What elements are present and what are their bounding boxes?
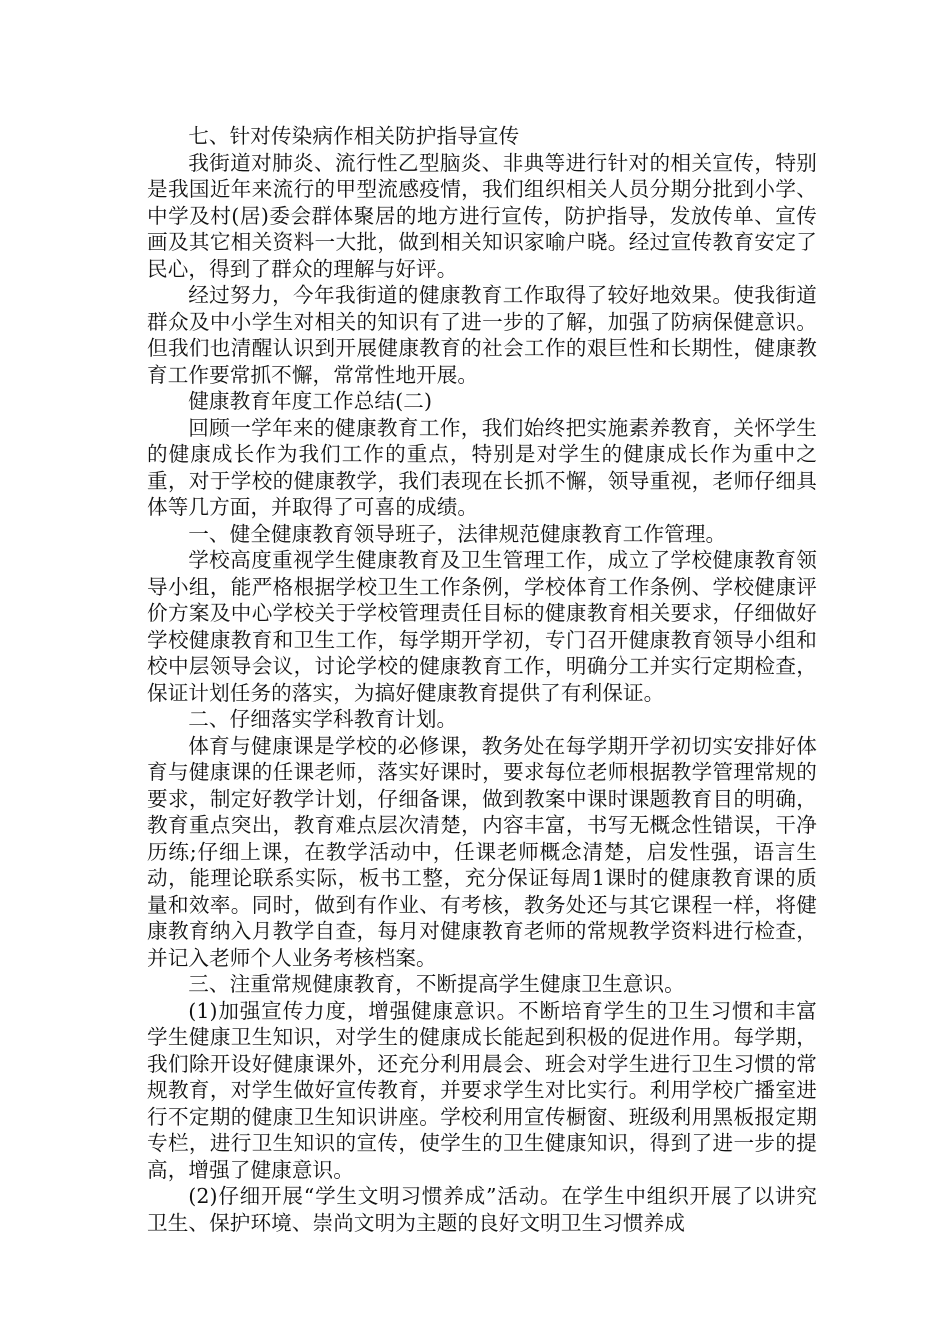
paragraph: (1)加强宣传力度，增强健康意识。不断培育学生的卫生习惯和丰富学生健康卫生知识，对学生的健康成长能起到积极的促进作用。每学期，我们除开设好健康课外，还充分利用晨会、班会对学生进行卫生习惯的常规教育，对学生做好宣传教育，并要求学生对比实行。利用学校广播室进行不定期的健康卫生知识讲座。学校利用宣传橱窗、班级利用黑板报定期专栏，进行卫生知识的宣传，使学生的卫生健康知识，得到了进一步的提高，增强了健康意识。: [147, 998, 817, 1182]
paragraph: 经过努力，今年我街道的健康教育工作取得了较好地效果。使我街道群众及中小学生对相关的知识有了进一步的了解，加强了防病保健意识。但我们也清醒认识到开展健康教育的社会工作的艰巨性和长期性，健康教育工作要常抓不懈，常常性地开展。: [147, 283, 817, 387]
paragraph: (2)仔细开展“学生文明习惯养成”活动。在学生中组织开展了以讲究卫生、保护环境、崇尚文明为主题的良好文明卫生习惯养成: [147, 1184, 817, 1235]
document-subtitle: 健康教育年度工作总结(二): [188, 389, 433, 413]
section-heading-1: 一、健全健康教育领导班子，法律规范健康教育工作管理。: [188, 521, 727, 546]
document-body: [147, 123, 817, 1236]
paragraph: 体育与健康课是学校的必修课，教务处在每学期开学初切实安排好体育与健康课的任课老师，落实好课时，要求每位老师根据教学管理常规的要求，制定好教学计划，仔细备课，做到教案中课时课题教育目的明确，教育重点突出，教育难点层次清楚，内容丰富，书写无概念性错误，干净历练;仔细上课，在教学活动中，任课老师概念清楚，启发性强，语言生动，能理论联系实际，板书工整，充分保证每周1课时的健康教育课的质量和效率。同时，做到有作业、有考核，教务处还与其它课程一样，将健康教育纳入月教学自查，每月对健康教育老师的常规教学资料进行检查，并记入老师个人业务考核档案。: [147, 733, 817, 970]
paragraph: 学校高度重视学生健康教育及卫生管理工作，成立了学校健康教育领导小组，能严格根据学校卫生工作条例，学校体育工作条例、学校健康评价方案及中心学校关于学校管理责任目标的健康教育相关要求，仔细做好学校健康教育和卫生工作，每学期开学初，专门召开健康教育领导小组和校中层领导会议，讨论学校的健康教育工作，明确分工并实行定期检查，保证计划任务的落实，为搞好健康教育提供了有利保证。: [147, 548, 817, 705]
paragraph: 回顾一学年来的健康教育工作，我们始终把实施素养教育，关怀学生的健康成长作为我们工作的重点，特别是对学生的健康成长作为重中之重，对于学校的健康教学，我们表现在长抓不懈，领导重视，老师仔细具体等几方面，并取得了可喜的成绩。: [147, 415, 817, 519]
section-heading-7: 七、针对传染病作相关防护指导宣传: [188, 124, 520, 148]
section-heading-3: 三、注重常规健康教育，不断提高学生健康卫生意识。: [188, 972, 685, 996]
paragraph: 我街道对肺炎、流行性乙型脑炎、非典等进行针对的相关宣传，特别是我国近年来流行的甲型流感疫情，我们组织相关人员分期分批到小学、中学及村(居)委会群体聚居的地方进行宣传，防护指导，发放传单、宣传画及其它相关资料一大批，做到相关知识家喻户晓。经过宣传教育安定了民心，得到了群众的理解与好评。: [147, 150, 817, 281]
section-heading-2: 二、仔细落实学科教育计划。: [188, 707, 458, 731]
